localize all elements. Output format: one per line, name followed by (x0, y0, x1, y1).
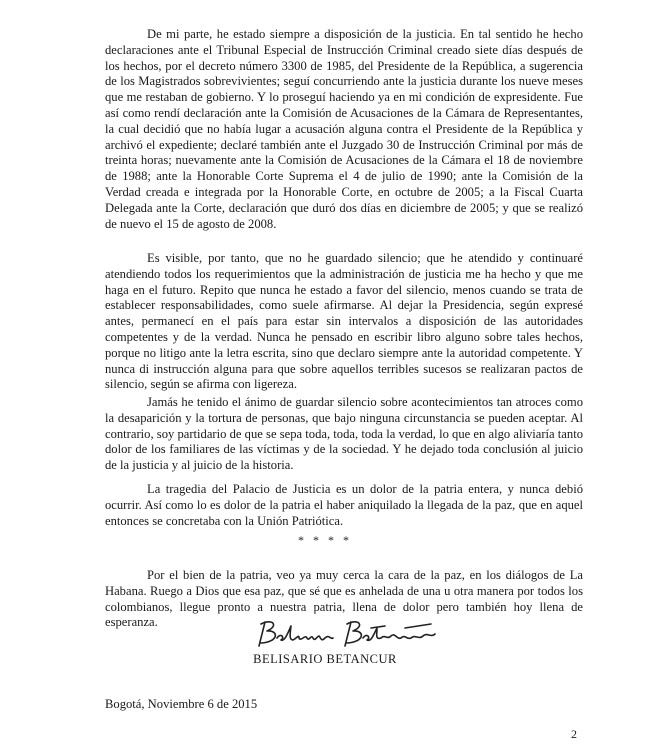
signer-name: BELISARIO BETANCUR (253, 652, 397, 666)
section-separator: * * * * (298, 533, 352, 547)
handwritten-signature (255, 616, 445, 655)
body-paragraph-4: La tragedia del Palacio de Justicia es un dolor de la patria entera, y nunca debió ocurrir. Así como lo es dolor de la patria el haber aniquilado la llegada de la paz, que en aquel entonces se concretaba con la Unión Patriótica. (105, 482, 583, 528)
body-paragraph-2: Es visible, por tanto, que no he guardado silencio; que he atendido y continuaré atendiendo todos los requerimientos que la administración de justicia me ha hecho y que me haga en el futuro. Repito que nunca he estado a favor del silencio, menos cuando se trata de establecer responsabilidades, como suele afirmarse. Al dejar la Presidencia, según expresé antes, permanecí en el país para estar sin intervalos a disposición de las autoridades competentes y de la verdad. Nunca he pensado en escribir libro alguno sobre tales hechos, porque no litigo ante la letra escrita, sino que declaro siempre ante la autoridad competente. Y nunca di instrucción alguna para que sobre aquellos terribles sucesos se realizaran pactos de silencio, según se afirma con ligereza. (105, 251, 583, 392)
body-paragraph-1: De mi parte, he estado siempre a disposición de la justicia. En tal sentido he hecho declaraciones ante el Tribunal Especial de Instrucción Criminal creado siete días después de los hechos, por el decreto número 3300 de 1985, del Presidente de la República, a sugerencia de los Magistrados sobrevivientes; seguí concurriendo ante la justicia durante los nueve meses que me restaban de gobierno. Y lo proseguí haciendo ya en mi condición de expresidente. Fue así como rendí declaración ante la Comisión de Acusaciones de la Cámara de Representantes, la cual decidió que no había lugar a acusación alguna contra el Presidente de la República y archivó el expediente; declaré también ante el Juzgado 30 de Instrucción Criminal por más de treinta horas; nuevamente ante la Comisión de Acusaciones de la Cámara el 18 de noviembre de 1988; ante la Honorable Corte Suprema el 4 de julio de 1990; ante la Comisión de la Verdad creada e integrada por la Honorable Corte, en octubre de 2005; a la Fiscal Cuarta Delegada ante la Corte, declaración que duró dos días en diciembre de 2005; y que se realizó de nuevo el 15 de agosto de 2008. (105, 27, 583, 231)
body-paragraph-3: Jamás he tenido el ánimo de guardar silencio sobre acontecimientos tan atroces como la desaparición y la tortura de personas, que bajo ninguna circunstancia se pueden aceptar. Al contrario, soy partidario de que se sepa toda, toda, toda la verdad, lo que en algo aliviaría tanto dolor de los familiares de las víctimas y de la sociedad. Y he dejado toda conclusión al juicio de la justicia y al juicio de la historia. (105, 395, 583, 473)
place-and-date: Bogotá, Noviembre 6 de 2015 (105, 697, 258, 711)
closing-paragraph: Por el bien de la patria, veo ya muy cerca la cara de la paz, en los diálogos de La Habana. Ruego a Dios que esa paz, que sé que es anhelada de una u otra manera por todos los colombianos, llegue pronto a nuestra patria, llena de dolor pero también hoy llena de esperanza. (105, 568, 583, 630)
signature-drawing (255, 616, 445, 650)
page-number: 2 (571, 727, 577, 741)
